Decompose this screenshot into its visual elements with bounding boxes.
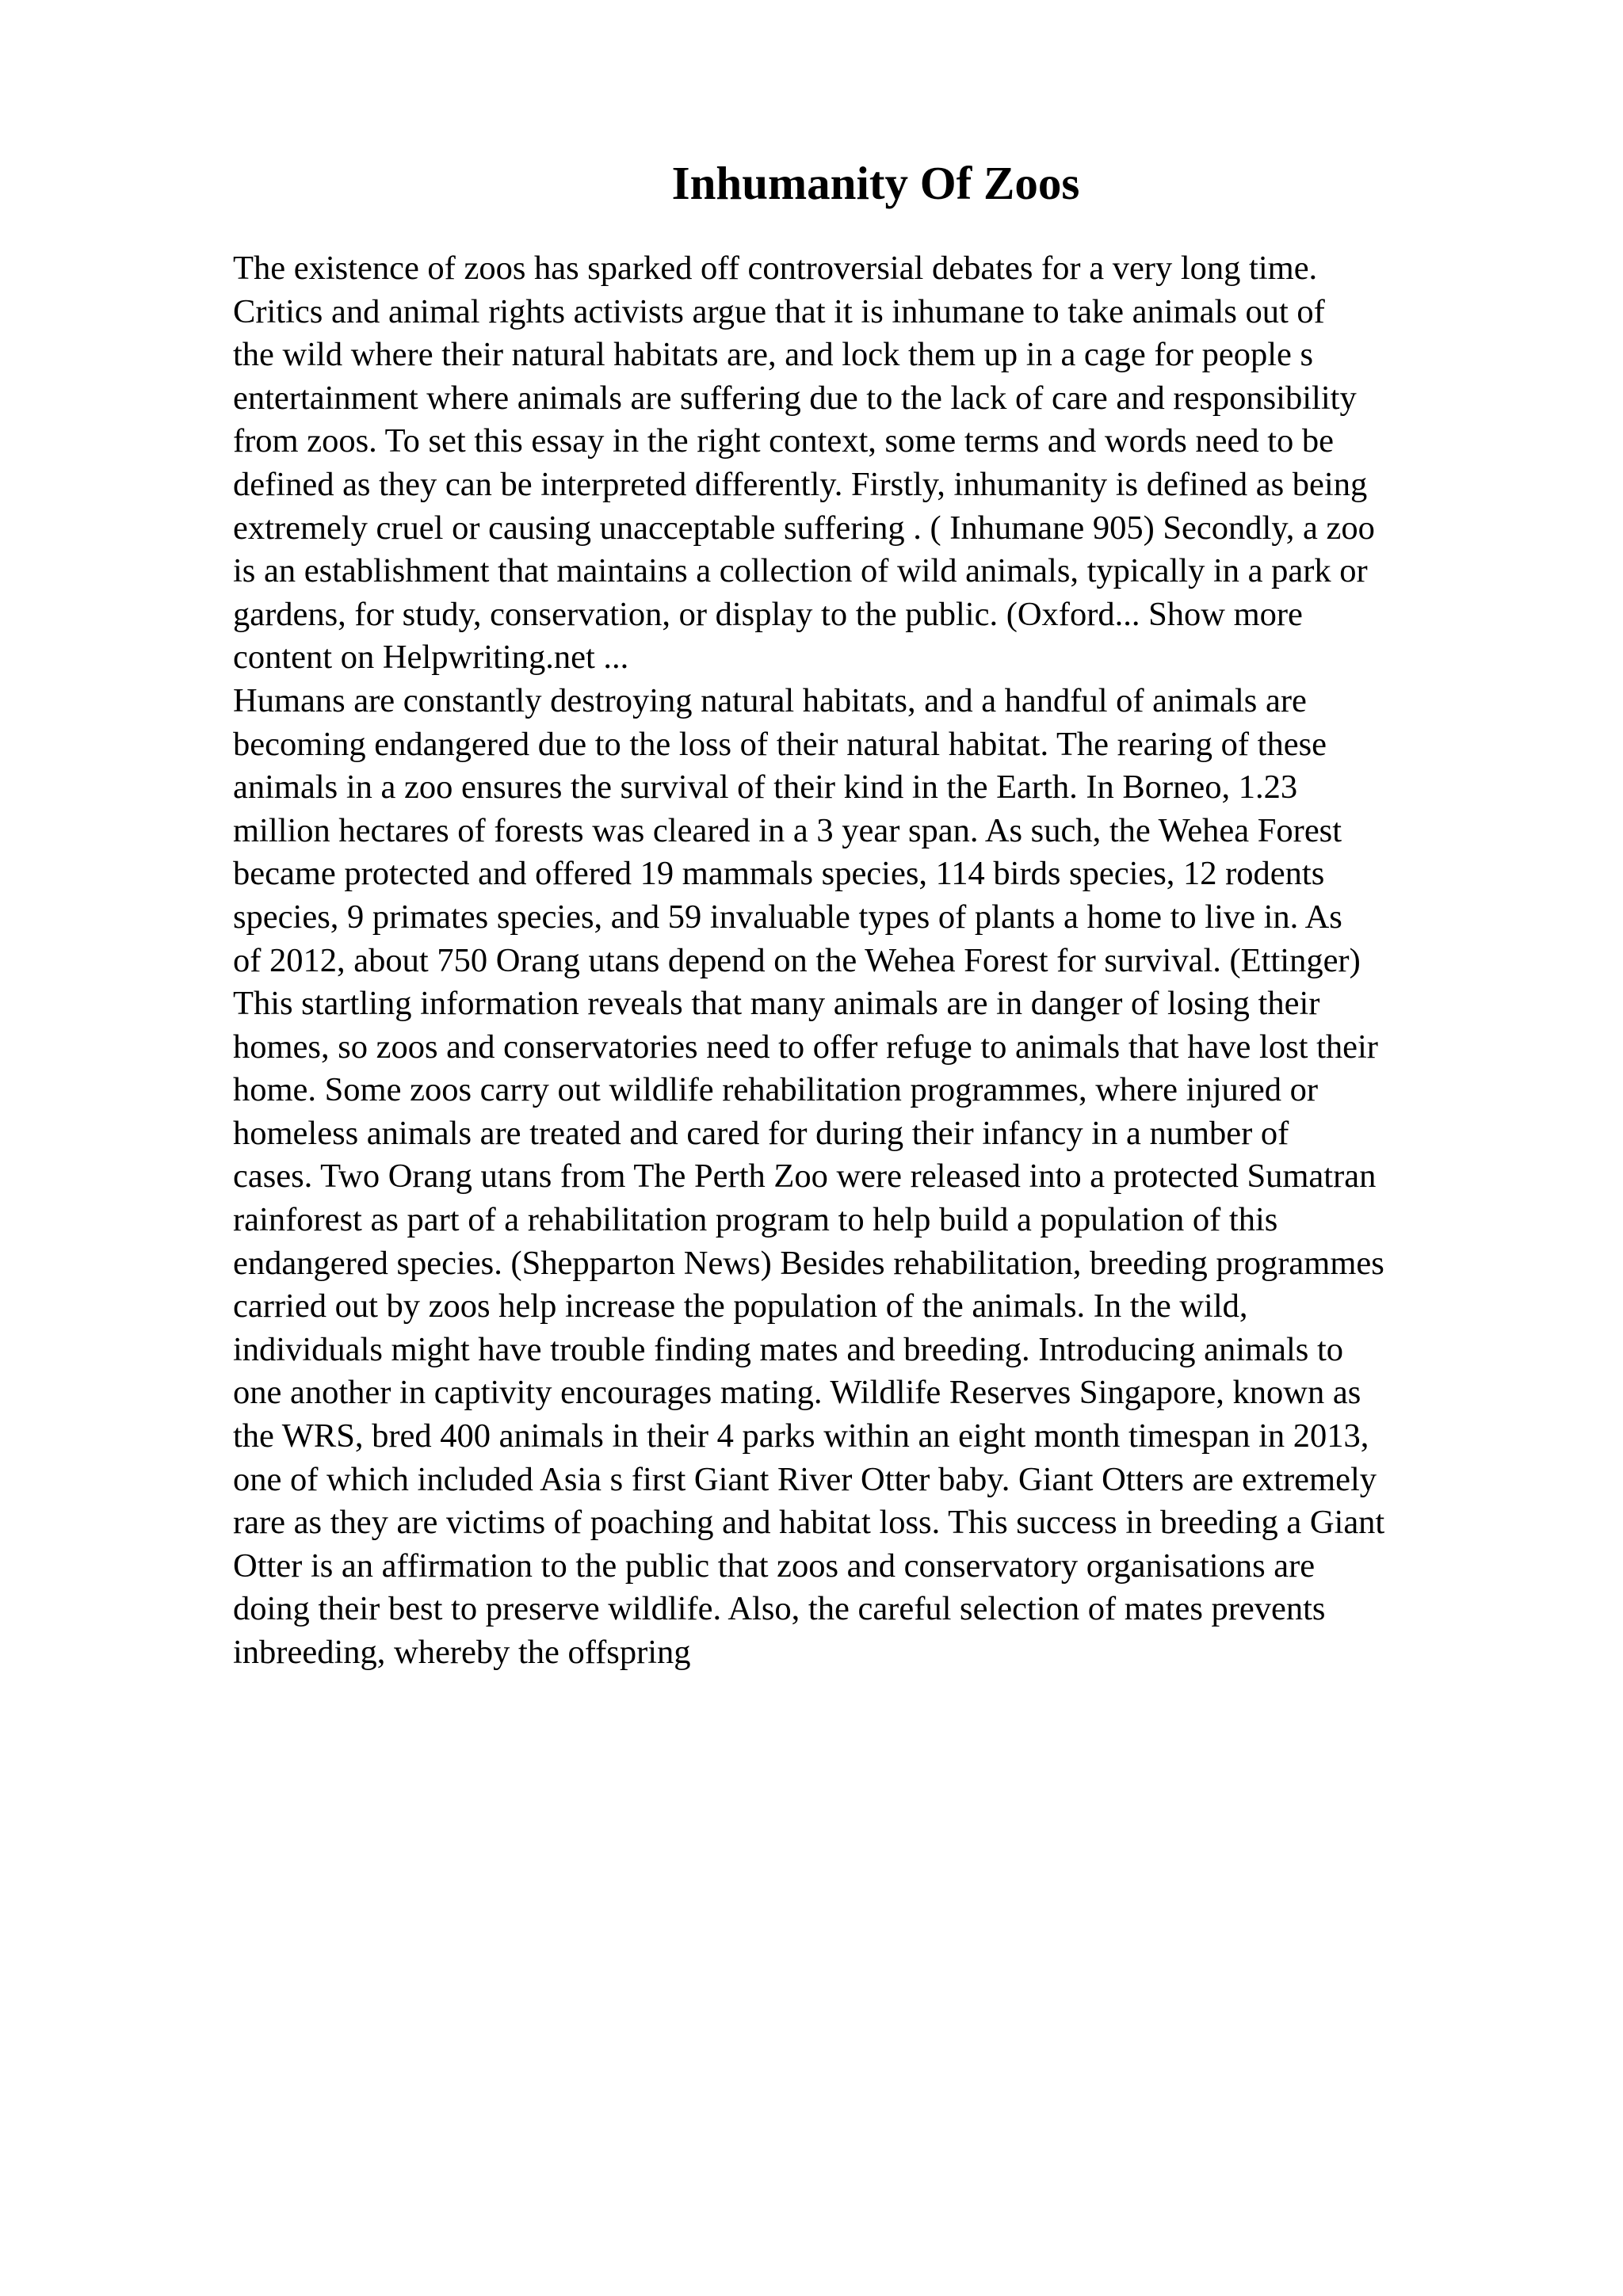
text-line: becoming endangered due to the loss of their natural habitat. The rearing of these <box>233 725 1327 763</box>
text-line: individuals might have trouble finding mates and breeding. Introducing animals to <box>233 1330 1344 1368</box>
text-line: Otter is an affirmation to the public that zoos and conservatory organisations are <box>233 1547 1316 1585</box>
text-line: species, 9 primates species, and 59 invaluable types of plants a home to live in. As <box>233 898 1342 936</box>
text-line: entertainment where animals are suffering due to the lack of care and responsibility <box>233 379 1357 417</box>
text-line: Critics and animal rights activists argue that it is inhumane to take animals out of <box>233 292 1325 330</box>
text-line: one of which included Asia s first Giant River Otter baby. Giant Otters are extremely <box>233 1460 1377 1498</box>
text-line: cases. Two Orang utans from The Perth Zoo were released into a protected Sumatran <box>233 1158 1377 1196</box>
text-line: homeless animals are treated and cared for during their infancy in a number of <box>233 1114 1289 1152</box>
text-line: became protected and offered 19 mammals species, 114 birds species, 12 rodents <box>233 855 1325 893</box>
text-line: This startling information reveals that many animals are in danger of losing their <box>233 985 1320 1023</box>
text-line: from zoos. To set this essay in the right context, some terms and words need to be <box>233 422 1335 460</box>
essay-body <box>233 247 1596 1675</box>
document-title: Inhumanity Of Zoos <box>671 157 1080 209</box>
text-line: content on Helpwriting.net ... <box>233 639 629 677</box>
text-line: defined as they can be interpreted differently. Firstly, inhumanity is defined as being <box>233 465 1368 503</box>
text-line: animals in a zoo ensures the survival of their kind in the Earth. In Borneo, 1.23 <box>233 769 1298 807</box>
text-line: gardens, for study, conservation, or display to the public. (Oxford... Show more <box>233 595 1303 633</box>
text-line: Humans are constantly destroying natural habitats, and a handful of animals are <box>233 681 1307 719</box>
text-line: The existence of zoos has sparked off controversial debates for a very long time. <box>233 250 1318 287</box>
text-line: home. Some zoos carry out wildlife rehabilitation programmes, where injured or <box>233 1071 1319 1109</box>
text-line: the WRS, bred 400 animals in their 4 parks within an eight month timespan in 2013, <box>233 1417 1369 1455</box>
text-line: carried out by zoos help increase the population of the animals. In the wild, <box>233 1287 1248 1325</box>
text-line: the wild where their natural habitats are, and lock them up in a cage for people s <box>233 336 1314 374</box>
text-line: of 2012, about 750 Orang utans depend on the Wehea Forest for survival. (Ettinger) <box>233 941 1361 979</box>
text-line: million hectares of forests was cleared in a 3 year span. As such, the Wehea Forest <box>233 811 1342 849</box>
text-line: inbreeding, whereby the offspring <box>233 1634 691 1671</box>
text-line: doing their best to preserve wildlife. Also, the careful selection of mates prevents <box>233 1590 1326 1628</box>
text-line: rare as they are victims of poaching and habitat loss. This success in breeding a Giant <box>233 1504 1385 1542</box>
text-line: one another in captivity encourages mating. Wildlife Reserves Singapore, known as <box>233 1374 1361 1412</box>
text-line: extremely cruel or causing unacceptable suffering . ( Inhumane 905) Secondly, a zoo <box>233 509 1375 547</box>
text-line: homes, so zoos and conservatories need to offer refuge to animals that have lost their <box>233 1028 1378 1066</box>
text-line: is an establishment that maintains a collection of wild animals, typically in a park or <box>233 552 1368 590</box>
text-line: rainforest as part of a rehabilitation program to help build a population of this <box>233 1201 1278 1239</box>
text-line: endangered species. (Shepparton News) Besides rehabilitation, breeding programmes <box>233 1244 1384 1282</box>
